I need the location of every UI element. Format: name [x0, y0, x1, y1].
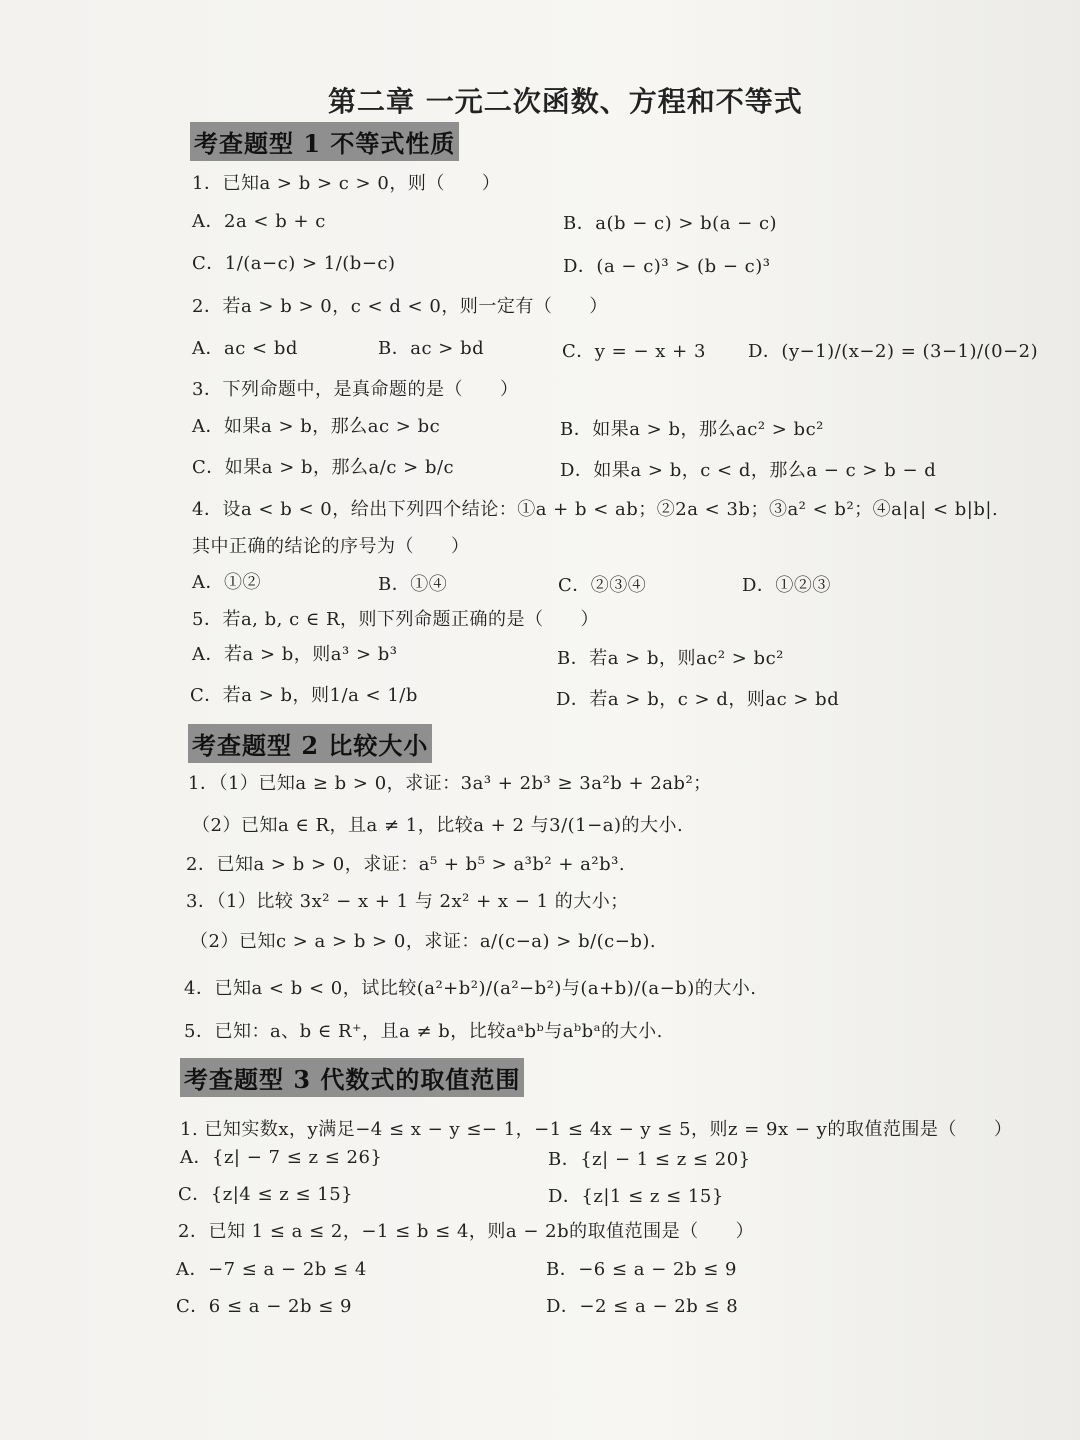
question-line: 4．设a < b < 0，给出下列四个结论：①a + b < ab；②2a < 3b；③a² < b²；④a|a| < b|b|.: [192, 499, 999, 520]
question-line: 2．若a > b > 0，c < d < 0，则一定有（ ）: [192, 296, 608, 317]
question-line: 4．已知a < b < 0，试比较(a²+b²)/(a²−b²)与(a+b)/(a−b)的大小.: [184, 978, 757, 999]
question-line: 3．（1）比较 3x² − x + 1 与 2x² + x − 1 的大小；: [186, 891, 629, 912]
option-line: C．y = − x + 3: [562, 341, 706, 362]
question-line: 2．已知a > b > 0，求证：a⁵ + b⁵ > a³b² + a²b³.: [186, 854, 626, 875]
option-line: A．−7 ≤ a − 2b ≤ 4: [176, 1259, 367, 1280]
option-line: C．{z|4 ≤ z ≤ 15}: [178, 1184, 354, 1205]
option-line: C．如果a > b，那么a/c > b/c: [192, 457, 455, 478]
question-line: （2）已知c > a > b > 0，求证：a/(c−a) > b/(c−b).: [190, 931, 657, 952]
option-line: B．−6 ≤ a − 2b ≤ 9: [546, 1259, 737, 1280]
option-line: C．②③④: [558, 575, 647, 596]
option-line: B．如果a > b，那么ac² > bc²: [560, 419, 824, 440]
option-line: B．a(b − c) > b(a − c): [563, 213, 778, 234]
option-line: B．{z| − 1 ≤ z ≤ 20}: [548, 1149, 751, 1170]
question-line: 1．（1）已知a ≥ b > 0，求证：3a³ + 2b³ ≥ 3a²b + 2ab²；: [188, 773, 712, 794]
option-line: D．若a > b，c > d，则ac > bd: [556, 689, 840, 710]
option-line: C．若a > b，则1/a < 1/b: [190, 685, 418, 706]
question-line: 其中正确的结论的序号为（ ）: [192, 536, 470, 557]
question-line: （2）已知a ∈ R，且a ≠ 1，比较a + 2 与3/(1−a)的大小.: [192, 815, 684, 836]
option-line: A．①②: [192, 572, 261, 593]
section-heading-3: 考查题型 3 代数式的取值范围: [180, 1058, 524, 1097]
page-title: 第二章 一元二次函数、方程和不等式: [328, 85, 803, 118]
option-line: D．(y−1)/(x−2) = (3−1)/(0−2): [748, 341, 1039, 362]
section-heading-1: 考查题型 1 不等式性质: [190, 122, 459, 161]
question-line: 5．已知：a、b ∈ R⁺，且a ≠ b，比较aᵃbᵇ与aᵇbᵃ的大小.: [184, 1021, 663, 1042]
option-line: B．ac > bd: [378, 338, 485, 359]
option-line: D．−2 ≤ a − 2b ≤ 8: [546, 1296, 739, 1317]
option-line: A．2a < b + c: [192, 211, 326, 232]
option-line: D．①②③: [742, 575, 831, 596]
option-line: A．如果a > b，那么ac > bc: [192, 416, 441, 437]
option-line: A．{z| − 7 ≤ z ≤ 26}: [180, 1147, 383, 1168]
option-line: A．若a > b，则a³ > b³: [192, 644, 398, 665]
question-line: 2．已知 1 ≤ a ≤ 2，−1 ≤ b ≤ 4，则a − 2b的取值范围是（ ）: [178, 1221, 755, 1242]
option-line: C．6 ≤ a − 2b ≤ 9: [176, 1296, 352, 1317]
option-line: D．{z|1 ≤ z ≤ 15}: [548, 1186, 724, 1207]
option-line: C．1/(a−c) > 1/(b−c): [192, 253, 396, 274]
option-line: B．若a > b，则ac² > bc²: [557, 648, 784, 669]
section-heading-2: 考查题型 2 比较大小: [188, 724, 432, 763]
question-line: 1. 已知实数x，y满足−4 ≤ x − y ≤− 1，−1 ≤ 4x − y ≤ 5，则z = 9x − y的取值范围是（ ）: [180, 1119, 1013, 1140]
question-line: 3．下列命题中，是真命题的是（ ）: [192, 379, 519, 400]
option-line: D．如果a > b，c < d，那么a − c > b − d: [560, 460, 937, 481]
option-line: D．(a − c)³ > (b − c)³: [563, 256, 771, 277]
question-line: 1．已知a > b > c > 0，则（ ）: [192, 173, 501, 194]
option-line: B．①④: [378, 574, 448, 595]
option-line: A．ac < bd: [192, 338, 298, 359]
question-line: 5．若a, b, c ∈ R，则下列命题正确的是（ ）: [192, 609, 599, 630]
